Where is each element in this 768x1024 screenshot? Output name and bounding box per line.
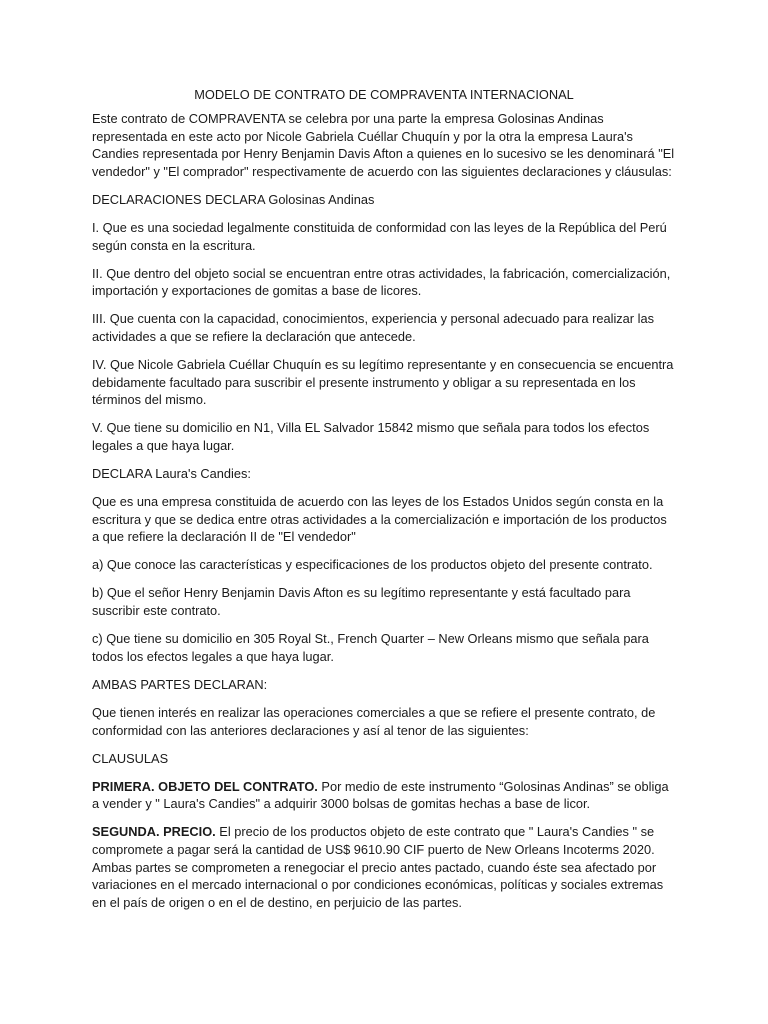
- both-parties-text: Que tienen interés en realizar las operaciones comerciales a que se refiere el presente contrato, de conformidad con las anteriores declaraciones y así al tenor de las siguientes:: [92, 704, 656, 738]
- contract-page: [92, 86, 676, 922]
- seller-declaration-2: II. Que dentro del objeto social se encuentran entre otras actividades, la fabricación, comercialización, importación y exportaciones de gomitas a base de licores.: [92, 265, 671, 299]
- seller-declaration-1: I. Que es una sociedad legalmente constituida de conformidad con las leyes de la República del Perú según consta en la escritura.: [92, 219, 667, 253]
- clauses-heading: CLAUSULAS: [92, 750, 169, 766]
- seller-declarations-heading: DECLARACIONES DECLARA Golosinas Andinas: [92, 191, 375, 207]
- clause-first-label: PRIMERA. OBJETO DEL CONTRATO.: [92, 778, 318, 794]
- clause-second: [92, 823, 676, 911]
- buyer-declaration-1: Que es una empresa constituida de acuerdo con las leyes de los Estados Unidos según consta en la escritura y que se dedica entre otras actividades a la comercialización e importación de los productos a que refiere la declaración II de "El vendedor": [92, 494, 667, 545]
- clause-first-text: Por medio de este instrumento “Golosinas Andinas” se obliga a vender y " Laura's Candies" a adquirir 3000 bolsas de gomitas hechas a base de licor.: [92, 778, 669, 812]
- buyer-declaration-c: c) Que tiene su domicilio en 305 Royal St., French Quarter – New Orleans mismo que señala para todos los efectos legales a que haya lugar.: [92, 631, 649, 664]
- clause-second-label: SEGUNDA. PRECIO.: [92, 824, 216, 840]
- intro-paragraph: Este contrato de COMPRAVENTA se celebra por una parte la empresa Golosinas Andinas representada en este acto por Nicole Gabriela Cuéllar Chuquín y por la otra la empresa Laura's Candies representada por Henry Benjamin Davis Afton a quienes en lo sucesivo se les denominará "El vendedor" y "El comprador" respectivamente de acuerdo con las siguientes declaraciones y cláusulas:: [92, 111, 675, 179]
- buyer-declaration-b: b) Que el señor Henry Benjamin Davis Afton es su legítimo representante y está facultado para suscribir este contrato.: [92, 585, 631, 619]
- document-title: MODELO DE CONTRATO DE COMPRAVENTA INTERNACIONAL: [194, 87, 574, 102]
- buyer-declaration-a: a) Que conoce las características y especificaciones de los productos objeto del presente contrato.: [92, 557, 653, 573]
- buyer-declarations-heading: DECLARA Laura's Candies:: [92, 466, 251, 481]
- clause-second-text: El precio de los productos objeto de este contrato que " Laura's Candies " se compromete a pagar será la cantidad de US$ 9610.90 CIF puerto de New Orleans Incoterms 2020. Ambas partes se comprometen a renegociar el precio antes pactado, cuando éste sea afectado por variaciones en el mercado internacional o por condiciones económicas, políticas y sociales extremas en el país de origen o en el de destino, en perjuicio de las partes.: [92, 824, 664, 910]
- both-parties-heading: AMBAS PARTES DECLARAN:: [92, 676, 268, 692]
- seller-declaration-3: III. Que cuenta con la capacidad, conocimientos, experiencia y personal adecuado para realizar las actividades a que se refiere la declaración que antecede.: [92, 311, 654, 344]
- seller-declaration-4: IV. Que Nicole Gabriela Cuéllar Chuquín es su legítimo representante y en consecuencia se encuentra debidamente facultado para suscribir el presente instrumento y obligar a su representada en los términos del mismo.: [92, 357, 674, 408]
- seller-declaration-5: V. Que tiene su domicilio en N1, Villa EL Salvador 15842 mismo que señala para todos los efectos legales a que haya lugar.: [92, 420, 650, 453]
- clause-first: [92, 778, 676, 813]
